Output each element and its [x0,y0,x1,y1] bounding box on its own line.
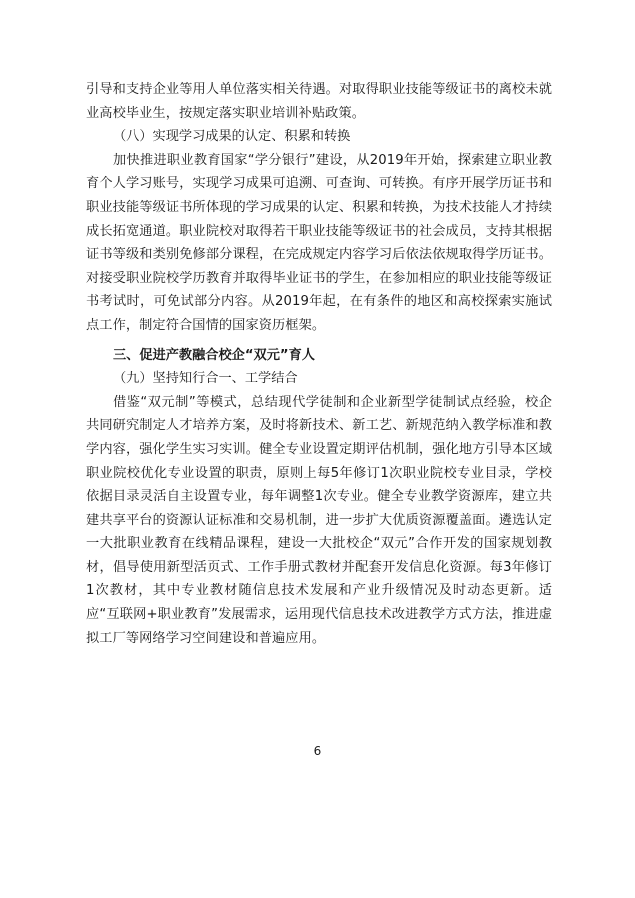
heading-section-3: 三、促进产教融合校企“双元”育人 [113,347,315,363]
page-number: 6 [313,744,322,758]
page-body [86,78,552,650]
subheading-section-9: （九）坚持知行合一、工学结合 [113,371,298,387]
paragraph-continuation: 引导和支持企业等用人单位落实相关待遇。对取得职业技能等级证书的离校未就业高校毕业生，按规定落实职业培训补贴政策。 [86,82,552,121]
subheading-section-8: （八）实现学习成果的认定、积累和转换 [113,129,351,145]
paragraph-dual-system: 借鉴“双元制”等模式，总结现代学徒制和企业新型学徒制试点经验，校企共同研究制定人才培养方案，及时将新技术、新工艺、新规范纳入教学标准和教学内容，强化学生实习实训。健全专业设置定期评估机制，强化地方引导本区域职业院校优化专业设置的职责，原则上每5年修订1次职业院校专业目录，学校依据目录灵活自主设置专业，每年调整1次专业。健全专业教学资源库，建立共建共享平台的资源认证标准和交易机制，进一步扩大优质资源覆盖面。遴选认定一大批职业教育在线精品课程，建设一大批校企“双元”合作开发的国家规划教材，倡导使用新型活页式、工作手册式教材并配套开发信息化资源。每3年修订1次教材，其中专业教材随信息技术发展和产业升级情况及时动态更新。适应“互联网+职业教育”发展需求，运用现代信息技术改进教学方式方法，推进虚拟工厂等网络学习空间建设和普遍应用。 [86,394,552,646]
paragraph-credit-bank: 加快推进职业教育国家“学分银行”建设，从2019年开始，探索建立职业教育个人学习账号，实现学习成果可追溯、可查询、可转换。有序开展学历证书和职业技能等级证书所体现的学习成果的认定、积累和转换，为技术技能人才持续成长拓宽通道。职业院校对取得若干职业技能等级证书的社会成员，支持其根据证书等级和类别免修部分课程，在完成规定内容学习后依法依规取得学历证书。对接受职业院校学历教育并取得毕业证书的学生，在参加相应的职业技能等级证书考试时，可免试部分内容。从2019年起，在有条件的地区和高校探索实施试点工作，制定符合国情的国家资历框架。 [86,152,552,333]
